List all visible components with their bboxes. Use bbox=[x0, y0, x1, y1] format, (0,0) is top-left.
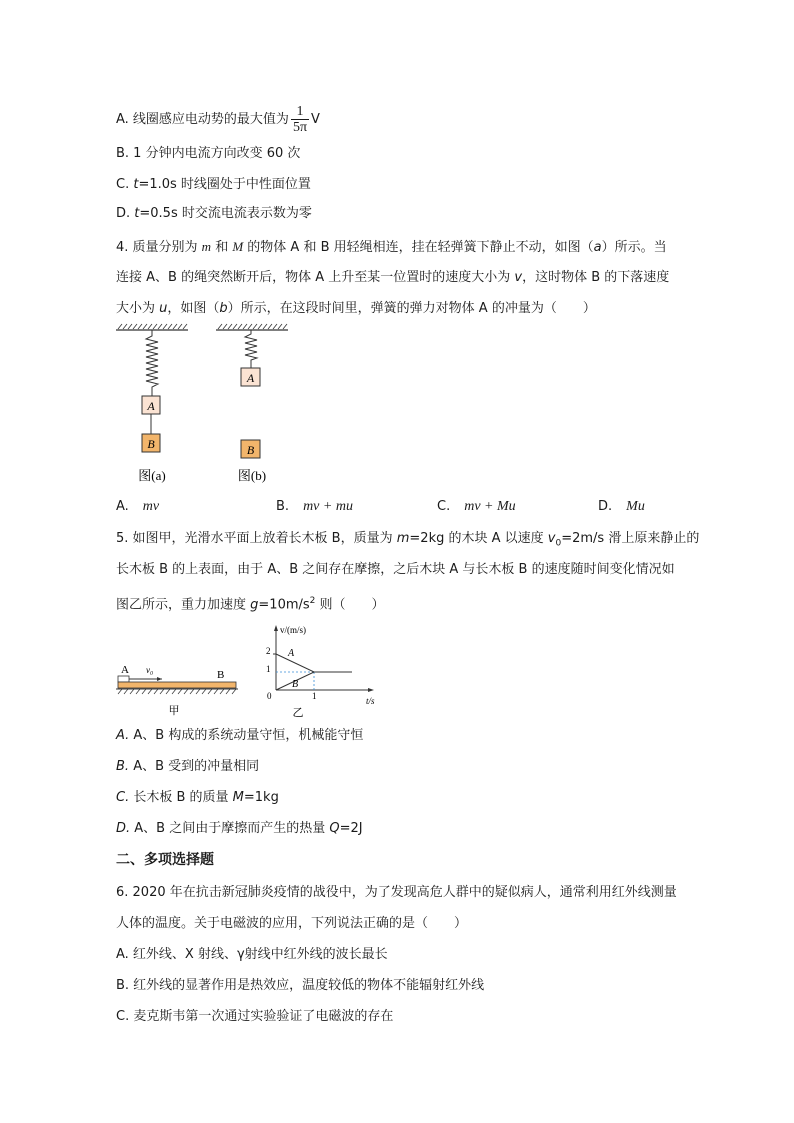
q5-figure-jia bbox=[112, 652, 242, 718]
caption-jia: 甲 bbox=[168, 705, 180, 717]
block-b-label: B bbox=[147, 437, 155, 451]
q3-option-d-label: D. bbox=[116, 206, 135, 221]
label-b: B bbox=[217, 669, 225, 681]
q5-text: =2kg 的木块 A 以速度 bbox=[409, 531, 548, 546]
var-g: g bbox=[250, 597, 259, 613]
y-axis-label: v/(m/s) bbox=[280, 625, 306, 635]
var-u: u bbox=[159, 301, 168, 316]
tick-y-2: 2 bbox=[266, 646, 271, 656]
unit-volt: V bbox=[311, 112, 320, 127]
var-v0: v bbox=[547, 531, 556, 546]
q5-text: 则（ ） bbox=[315, 597, 385, 613]
caption-fig-b: 图(b) bbox=[237, 468, 267, 483]
label-a: A bbox=[121, 664, 129, 676]
option-text: =2J bbox=[339, 821, 363, 836]
q6-option-a: A. 红外线、X 射线、γ射线中红外线的波长最长 bbox=[116, 947, 388, 962]
block-b-label: B bbox=[246, 443, 255, 457]
option-text: A、B 受到的冲量相同 bbox=[133, 759, 260, 774]
var-t: t bbox=[134, 206, 140, 221]
superscript-2: 2 bbox=[309, 596, 316, 606]
q4-stem-line-3 bbox=[116, 299, 596, 319]
x-axis-label: t/s bbox=[366, 696, 375, 706]
q4-option-c bbox=[437, 497, 516, 517]
fig-ref-b: b bbox=[219, 301, 228, 316]
option-text: A、B 之间由于摩擦而产生的热量 bbox=[134, 821, 330, 836]
q3-option-a-text: A. 线圈感应电动势的最大值为 bbox=[116, 112, 289, 127]
q4-text: ）所示，在这段时间里，弹簧的弹力对物体 A 的冲量为（ ） bbox=[227, 301, 596, 316]
q3-option-d-text: =0.5s 时交流电流表示数为零 bbox=[139, 206, 312, 221]
q4-text: ，如图（ bbox=[167, 301, 220, 316]
var-t: t bbox=[133, 177, 139, 192]
q4-text: ）所示。当 bbox=[601, 240, 667, 255]
subscript-0: 0 bbox=[555, 538, 562, 549]
q3-option-c-text: =1.0s 时线圈处于中性面位置 bbox=[138, 177, 311, 192]
var-Q: Q bbox=[329, 821, 340, 836]
q4-stem-line-1 bbox=[116, 237, 667, 258]
var-v: v bbox=[514, 270, 523, 285]
fraction-denominator: 5π bbox=[292, 120, 308, 135]
option-label: C. bbox=[116, 790, 134, 805]
section-heading-multiple-choice: 二、多项选择题 bbox=[116, 852, 214, 868]
q3-option-d bbox=[116, 204, 312, 224]
q5-option-c bbox=[116, 788, 279, 808]
q4-text: 和 bbox=[211, 240, 233, 255]
fig-ref-a: a bbox=[593, 240, 602, 255]
q3-option-c bbox=[116, 175, 311, 195]
option-value: Mu bbox=[626, 499, 645, 514]
option-text: 长木板 B 的质量 bbox=[133, 790, 233, 805]
caption-fig-a: 图(a) bbox=[138, 468, 166, 483]
q3-option-b: B. 1 分钟内电流方向改变 60 次 bbox=[116, 146, 301, 161]
option-text: A、B 构成的系统动量守恒，机械能守恒 bbox=[133, 728, 364, 743]
q3-option-c-label: C. bbox=[116, 177, 134, 192]
var-m: m bbox=[396, 531, 410, 546]
long-board-b bbox=[118, 682, 236, 688]
q5-vt-chart bbox=[252, 620, 380, 720]
tick-x-1: 1 bbox=[312, 691, 317, 701]
option-label: D. bbox=[116, 821, 135, 836]
q4-text: 4. 质量分别为 bbox=[116, 240, 202, 255]
q5-text: =2m/s 滑上原来静止的 bbox=[561, 531, 700, 546]
tick-y-1: 1 bbox=[266, 664, 271, 674]
q5-text: 5. 如图甲，光滑水平面上放着长木板 B，质量为 bbox=[116, 531, 397, 546]
option-label: B. bbox=[276, 499, 290, 514]
option-text: =1kg bbox=[243, 790, 279, 805]
q4-option-d bbox=[598, 497, 645, 517]
block-a bbox=[118, 676, 129, 682]
option-value: mv + Mu bbox=[464, 499, 516, 514]
option-label: B. bbox=[116, 759, 134, 774]
q4-text: 的物体 A 和 B 用轻绳相连，挂在轻弹簧下静止不动，如图（ bbox=[243, 240, 594, 255]
q5-stem-line-2: 长木板 B 的上表面，由于 A、B 之间存在摩擦，之后木块 A 与长木板 B 的速度随时间变化情况如 bbox=[116, 562, 675, 577]
label-v0: v₀ bbox=[146, 665, 154, 675]
var-m: m bbox=[201, 239, 212, 254]
caption-yi: 乙 bbox=[292, 707, 304, 719]
q4-stem-line-2 bbox=[116, 268, 669, 288]
option-label: A. bbox=[116, 728, 134, 743]
q5-stem-line-3 bbox=[116, 591, 385, 615]
q5-stem-line-1 bbox=[116, 529, 699, 554]
q5-option-b bbox=[116, 757, 259, 777]
option-value: mv + mu bbox=[303, 499, 353, 514]
option-value: mv bbox=[142, 499, 160, 514]
q6-stem-line-1: 6. 2020 年在抗击新冠肺炎疫情的战役中，为了发现高危人群中的疑似病人，通常利用红外线测量 bbox=[116, 885, 677, 900]
series-b-label: B bbox=[292, 679, 299, 690]
q3-option-a bbox=[116, 104, 320, 135]
q5-option-a bbox=[116, 726, 363, 746]
block-a-label: A bbox=[246, 371, 255, 385]
q4-option-a bbox=[116, 497, 159, 517]
option-label: A. bbox=[116, 499, 129, 514]
q4-option-b bbox=[276, 497, 353, 517]
q6-option-c: C. 麦克斯韦第一次通过实验验证了电磁波的存在 bbox=[116, 1009, 394, 1024]
q4-spring-figure bbox=[110, 322, 310, 492]
fraction-numerator: 1 bbox=[291, 104, 309, 120]
q4-text: 大小为 bbox=[116, 301, 160, 316]
series-a-label: A bbox=[288, 648, 295, 659]
q6-option-b: B. 红外线的显著作用是热效应，温度较低的物体不能辐射红外线 bbox=[116, 978, 485, 993]
block-a-label: A bbox=[147, 399, 155, 413]
q5-text: 图乙所示，重力加速度 bbox=[116, 597, 251, 613]
q5-text: =10m/s bbox=[258, 597, 310, 613]
option-label: D. bbox=[598, 499, 613, 514]
option-label: C. bbox=[437, 499, 451, 514]
q4-text: ，这时物体 B 的下落速度 bbox=[522, 270, 670, 285]
q5-option-d bbox=[116, 819, 363, 839]
tick-origin: 0 bbox=[267, 691, 272, 701]
var-M: M bbox=[232, 790, 244, 805]
q4-text: 连接 A、B 的绳突然断开后，物体 A 上升至某一位置时的速度大小为 bbox=[116, 270, 515, 285]
fraction-one-over-5pi bbox=[291, 104, 309, 135]
q6-stem-line-2: 人体的温度。关于电磁波的应用，下列说法正确的是（ ） bbox=[116, 916, 468, 931]
var-M: M bbox=[232, 239, 244, 254]
